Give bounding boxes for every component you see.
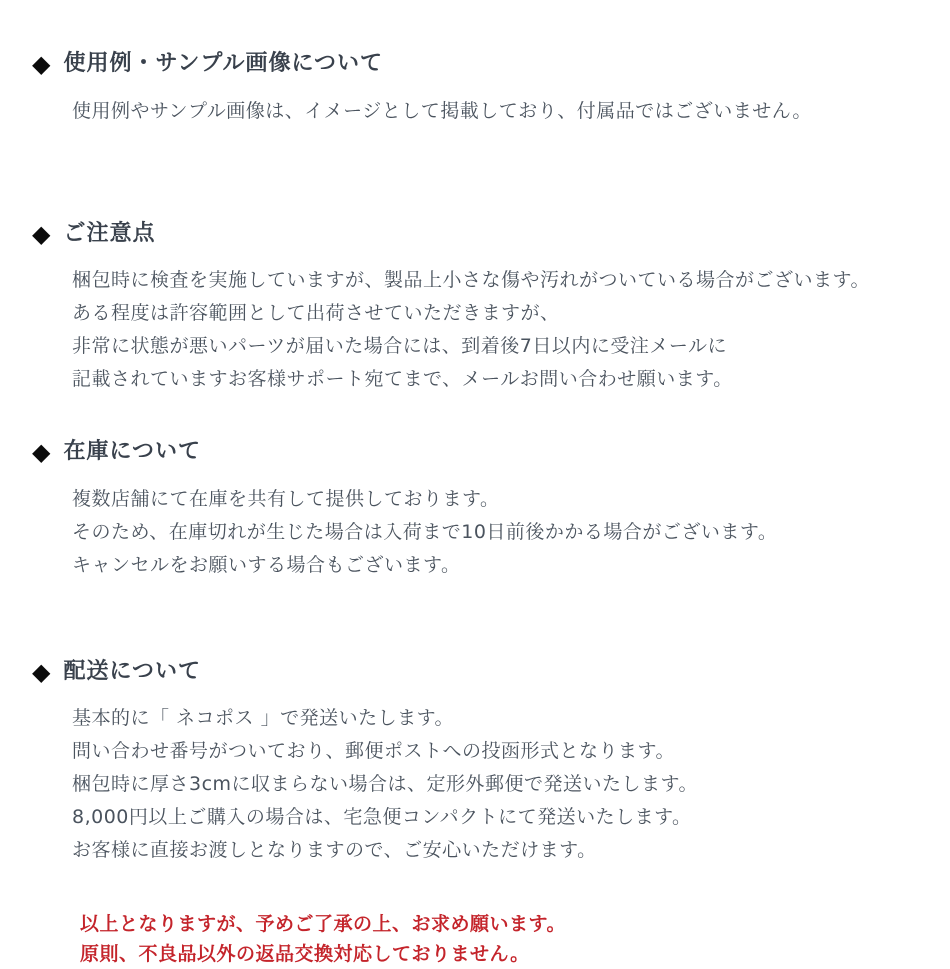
section-heading (32, 438, 940, 467)
body-line: お客様に直接お渡しとなりますので、ご安心いただけます。 (72, 839, 597, 862)
body-line: 8,000円以上ご購入の場合は、宅急便コンパクトにて発送いたします。 (72, 806, 692, 829)
section-title: 配送について (63, 658, 202, 684)
diamond-bullet-icon: ◆ (32, 219, 52, 248)
body-line: 梱包時に厚さ3cmに収まらない場合は、定形外郵便で発送いたします。 (72, 773, 699, 796)
section-title: 在庫について (63, 439, 202, 465)
section-body (32, 264, 940, 396)
section-stock (32, 438, 940, 582)
body-line: ある程度は許容範囲として出荷させていただきますが、 (72, 302, 560, 325)
body-line: 梱包時に検査を実施していますが、製品上小さな傷や汚れがついている場合がございます。 (72, 269, 870, 292)
body-line: 使用例やサンプル画像は、イメージとして掲載しており、付属品ではございません。 (72, 99, 812, 122)
body-line: 記載されていますお客様サポート宛てまで、メールお問い合わせ願います。 (72, 368, 733, 391)
diamond-bullet-icon: ◆ (32, 50, 52, 79)
body-line: 基本的に「 ネコポス 」で発送いたします。 (72, 707, 455, 730)
body-line: 非常に状態が悪いパーツが届いた場合には、到着後7日以内に受注メールに (72, 335, 727, 358)
body-line: キャンセルをお願いする場合もございます。 (72, 553, 461, 576)
section-title: 使用例・サンプル画像について (63, 51, 384, 76)
body-line: 複数店舗にて在庫を共有して提供しております。 (72, 487, 500, 510)
section-body (32, 483, 940, 582)
section-body (32, 702, 940, 867)
diamond-bullet-icon: ◆ (32, 658, 52, 687)
section-body (32, 95, 940, 128)
body-line: そのため、在庫切れが生じた場合は入荷まで10日前後かかる場合がございます。 (72, 520, 778, 543)
section-heading (32, 658, 940, 687)
section-shipping (32, 658, 940, 868)
diamond-bullet-icon: ◆ (32, 438, 52, 467)
section-sample-images (32, 50, 940, 128)
notice-line: 以上となりますが、予めご了承の上、お求め願います。 (80, 913, 566, 936)
body-line: 問い合わせ番号がついており、郵便ポストへの投函形式となります。 (72, 740, 675, 763)
footer-notice (32, 909, 940, 969)
section-cautions (32, 220, 940, 397)
section-title: ご注意点 (63, 220, 156, 246)
notice-line: 原則、不良品以外の返品交換対応しておりません。 (80, 943, 530, 966)
section-heading (32, 220, 940, 249)
section-heading (32, 50, 940, 79)
